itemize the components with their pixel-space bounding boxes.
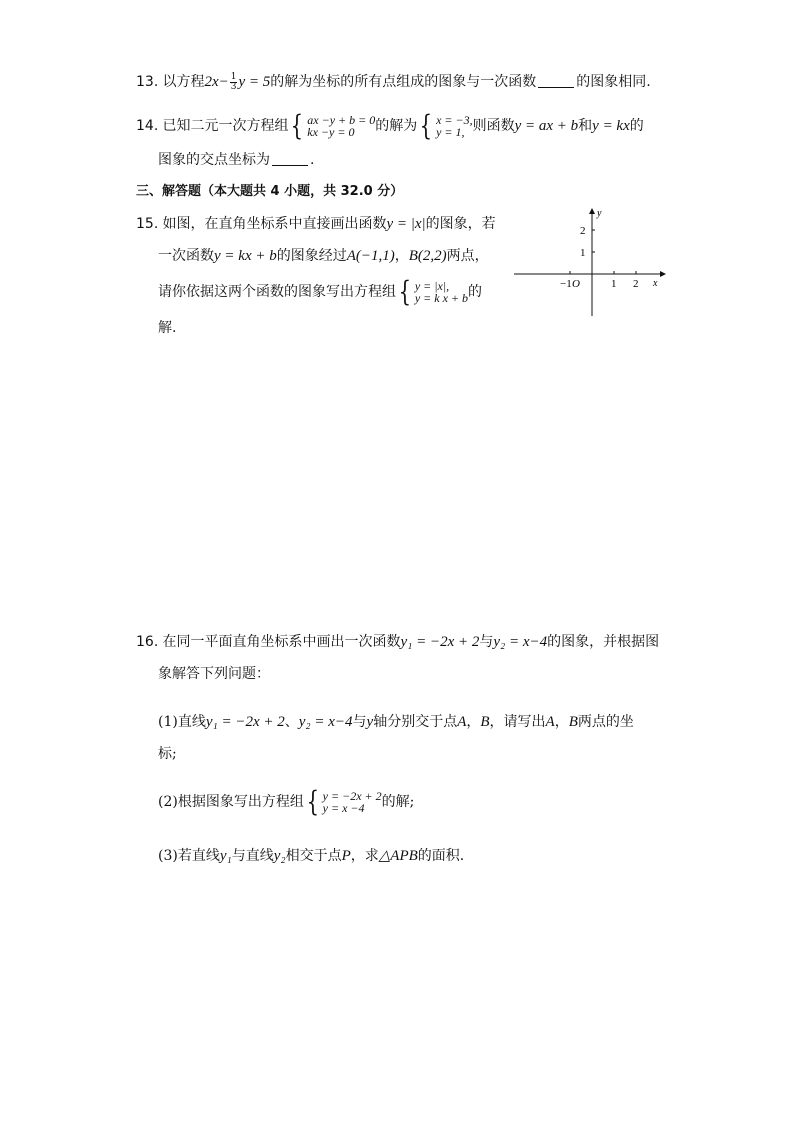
axes [514, 208, 666, 316]
x-tick-label: 1 [611, 278, 617, 290]
y-tick-label: 1 [580, 247, 586, 259]
equation-system: { y = |x|, y = k x + b [398, 275, 469, 308]
equation: y = |x| [386, 216, 426, 232]
equation-system: { y = −2x + 2 y = x −4 [306, 785, 382, 818]
coordinate-graph [510, 206, 670, 321]
question-16-part2: (2)根据图象写出方程组 { y = −2x + 2 y = x −4 的解; [158, 785, 415, 818]
question-text: 的解为坐标的所有点组成的图象与一次函数 [270, 74, 537, 90]
question-number: 16. [136, 634, 159, 650]
solution-system: { x = −3, y = 1, [419, 109, 473, 142]
question-text: 图象的交点坐标为 [158, 152, 270, 168]
equation: y₁ = −2x + 2 [400, 634, 480, 650]
y-axis-arrow [589, 208, 595, 214]
question-15-line3: 请你依据这两个函数的图象写出方程组 { y = |x|, y = k x + b 的 [158, 275, 483, 308]
section-heading: 三、解答题（本大题共 4 小题，共 32.0 分） [136, 184, 404, 199]
equation: y = kx + b [214, 248, 277, 264]
equation: y = kx [592, 118, 630, 134]
y-tick-label: 2 [580, 225, 586, 237]
question-16-part1: (1)直线y₁ = −2x + 2、y₂ = x−4与y轴分别交于点A，B，请写出A，B两点的坐 [158, 714, 634, 730]
question-text: 以方程 [162, 74, 205, 90]
question-text: 已知二元一次方程组 [162, 118, 289, 134]
equation-system: { ax −y + b = 0 kx −y = 0 [291, 109, 376, 142]
question-15-line4: 解. [158, 320, 177, 336]
question-number: 13. [136, 74, 159, 90]
x-tick-label: 2 [633, 278, 639, 290]
question-15-line2: 一次函数y = kx + b的图象经过A(−1,1)，B(2,2)两点， [158, 248, 489, 264]
question-14: 14. 已知二元一次方程组 { ax −y + b = 0 kx −y = 0 的解为 { x = −3, y = 1, 则函数y = ax + b和y = kx的 [136, 109, 644, 142]
question-text: 的解为 [375, 118, 418, 134]
question-16-line2: 象解答下列问题： [158, 666, 270, 682]
x-axis-arrow [660, 271, 666, 277]
question-14-line2: 图象的交点坐标为 . [158, 152, 315, 168]
y-axis-label: y [597, 208, 602, 219]
question-number: 14. [136, 118, 159, 134]
equation-part: 2x− [204, 74, 229, 90]
question-text: 则函数 [472, 118, 515, 134]
question-number: 15. [136, 216, 159, 232]
question-15-line1: 15. 如图，在直角坐标系中直接画出函数y = |x|的图象，若 [136, 216, 496, 232]
question-16-line1: 16. 在同一平面直角坐标系中画出一次函数y₁ = −2x + 2与y₂ = x−4的图象，并根据图 [136, 634, 660, 650]
x-axis-label: x [653, 278, 658, 289]
question-text: 的图象相同. [576, 74, 651, 90]
equation: y = ax + b [514, 118, 579, 134]
answer-blank[interactable] [538, 73, 574, 88]
question-16-part3: (3)若直线y₁与直线y₂相交于点P，求△APB的面积. [158, 848, 465, 864]
point-b: B(2,2) [408, 248, 447, 264]
equation-part: y = 5 [238, 74, 271, 90]
x-tick-label: −1 [560, 278, 572, 290]
point-a: A(−1,1) [346, 248, 395, 264]
question-13 [136, 72, 651, 92]
question-16-part1-line2: 标; [158, 746, 177, 762]
origin-label: O [572, 278, 580, 290]
fraction: $\frac{1}{3}$ [230, 71, 237, 92]
equation: y₂ = x−4 [493, 634, 548, 650]
answer-blank[interactable] [272, 151, 308, 166]
